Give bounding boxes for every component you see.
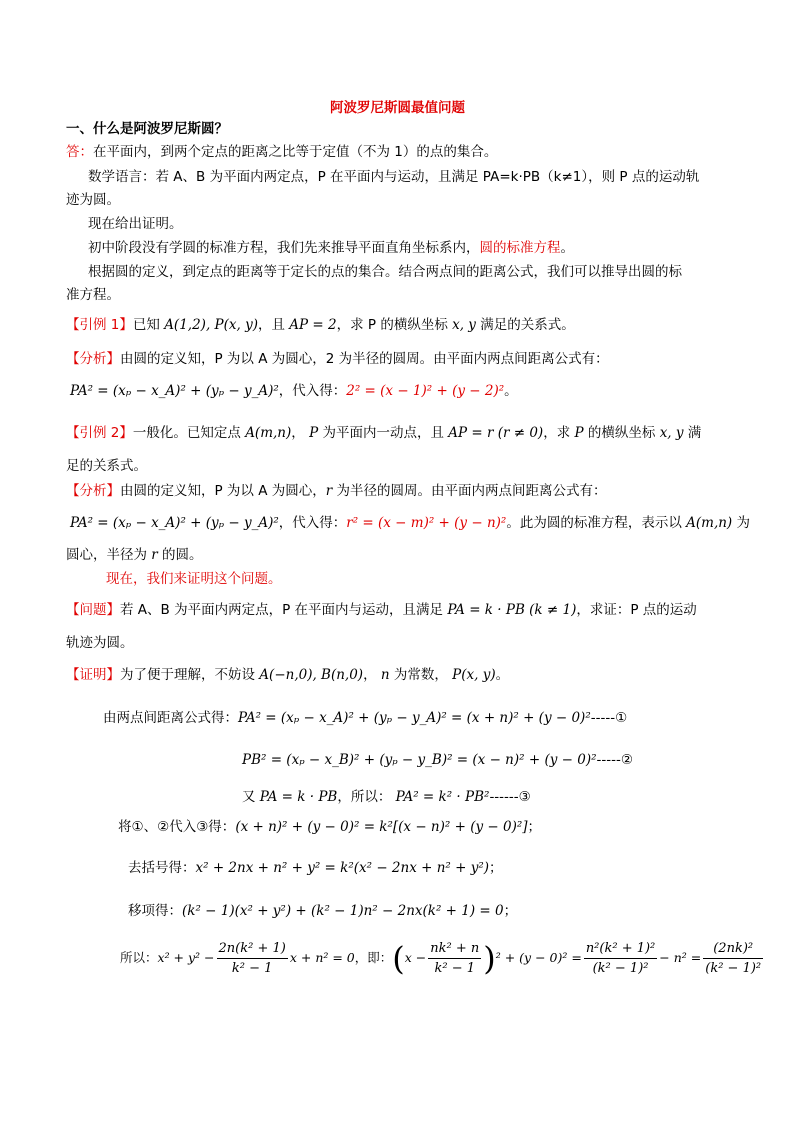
proof (66, 665, 509, 685)
section-heading: 一、什么是阿波罗尼斯圆？ (66, 121, 228, 137)
analysis-1-formula (70, 381, 518, 401)
step-3-equation: PA² = k² · PB² (395, 789, 490, 805)
step-3-math: PA = k · PB (259, 789, 338, 805)
fraction-numerator: n²(k² + 1)² (584, 939, 657, 959)
circle-intro-end: 。 (560, 240, 574, 256)
step-2 (242, 750, 633, 770)
analysis-1-equation: 2² = (x − 1)² + (y − 2)² (346, 383, 505, 399)
fraction (217, 939, 288, 978)
problem-text: ，求证：P 点的运动 (576, 602, 697, 618)
analysis-1-text: 由圆的定义知，P 为以 A 为圆心，2 为半径的圆周。由平面内两点间距离公式有： (120, 351, 609, 367)
step-4-label: 将①、②代入③得： (118, 819, 236, 835)
step-4-end: ； (527, 819, 542, 835)
fraction-numerator: nk² + n (428, 939, 481, 959)
step-5-equation: x² + 2nx + n² + y² = k²(x² − 2nx + n² + y²) (195, 860, 490, 876)
proof-text: 为了便于理解，不妨设 (120, 667, 260, 683)
circle-intro (88, 238, 574, 258)
example-2-math: A(m,n) (245, 425, 292, 441)
fraction-denominator: (k² − 1)² (592, 961, 649, 976)
analysis-2-math: A(m,n) (686, 515, 733, 531)
example-1-text: 已知 (132, 317, 165, 333)
example-2-text: 为平面内一动点，且 (318, 425, 449, 441)
analysis-2-math: r (325, 483, 333, 499)
example-2-text: 的横纵坐标 (583, 425, 660, 441)
definition-line-1: 根据圆的定义，到定点的距离等于定长的点的集合。结合两点间的距离公式，我们可以推导出圆的标 (88, 264, 682, 280)
analysis-2-math: r (151, 547, 158, 563)
step-7-math: x² + y² − (157, 950, 215, 965)
fraction (428, 939, 481, 978)
analysis-1 (66, 349, 609, 369)
analysis-2-text: 为半径的圆周。由平面内两点间距离公式有： (332, 483, 607, 499)
fraction (703, 939, 763, 978)
fraction-denominator: k² − 1 (231, 961, 273, 976)
example-1-math: x, y (452, 317, 476, 333)
example-2-text: 满 (683, 425, 702, 441)
fraction-numerator: 2n(k² + 1) (217, 939, 288, 959)
circle-intro-text: 初中阶段没有学圆的标准方程，我们先来推导平面直角坐标系内， (88, 240, 480, 256)
analysis-2-line-2 (66, 545, 203, 565)
example-1-text: 满足的关系式。 (475, 317, 575, 333)
example-2-line-2: 足的关系式。 (66, 458, 147, 474)
example-1-tag: 【引例 1】 (66, 317, 133, 333)
step-7-label: ，即： (354, 950, 393, 965)
step-6-label: 移项得： (128, 903, 182, 919)
definition-line-2: 准方程。 (66, 287, 120, 303)
fraction (584, 939, 657, 978)
step-3-label: 又 (242, 789, 260, 805)
now-prove-note: 现在，我们来证明这个问题。 (106, 571, 282, 587)
problem (66, 600, 697, 620)
example-1-math: A(1,2), P(x, y) (164, 317, 258, 333)
analysis-tag: 【分析】 (66, 483, 120, 499)
example-2-math: AP = r (r ≠ 0) (448, 425, 544, 441)
equation-marker-2: -----② (596, 752, 633, 768)
step-5-end: ； (489, 860, 503, 876)
step-7-math: ² + (y − 0)² = (495, 950, 582, 965)
problem-tag: 【问题】 (66, 602, 120, 618)
step-7 (120, 938, 765, 978)
step-4 (118, 817, 541, 837)
substitute-label: ，代入得： (278, 515, 347, 531)
example-2-text: 一般化。已知定点 (132, 425, 246, 441)
right-paren: ) (483, 939, 496, 978)
step-1-equation: PA² = (xₚ − x_A)² + (yₚ − y_A)² = (x + n)² + (y − 0)² (238, 710, 591, 726)
example-2-math: P (574, 425, 584, 441)
problem-math: PA = k · PB (k ≠ 1) (447, 602, 577, 618)
equation-marker-1: -----① (590, 710, 628, 726)
step-1-label: 由两点间距离公式得： (103, 710, 238, 726)
fraction-denominator: k² − 1 (434, 961, 476, 976)
example-2-tag: 【引例 2】 (66, 425, 133, 441)
step-5-label: 去括号得： (128, 860, 196, 876)
step-3 (242, 787, 531, 807)
equation-marker-3: ------③ (489, 789, 531, 805)
analysis-2-text: 由圆的定义知，P 为以 A 为圆心， (120, 483, 326, 499)
step-2-equation: PB² = (xₚ − x_B)² + (yₚ − y_B)² = (x − n)² + (y − 0)² (242, 752, 597, 768)
circle-intro-highlight: 圆的标准方程 (479, 240, 561, 256)
step-6-equation: (k² − 1)(x² + y²) + (k² − 1)n² − 2nx(k² + 1) = 0 (182, 903, 504, 919)
analysis-2-equation: r² = (x − m)² + (y − n)² (346, 515, 507, 531)
answer-label: 答： (66, 144, 93, 160)
page-title: 阿波罗尼斯圆最值问题 (330, 100, 465, 116)
proof-text: ， (363, 667, 381, 683)
proof-math: A(−n,0), B(n,0) (259, 667, 364, 683)
analysis-2-text: 的圆。 (157, 547, 203, 563)
step-6 (128, 901, 517, 921)
proof-tag: 【证明】 (66, 667, 120, 683)
example-1 (66, 315, 575, 335)
substitute-label: ，代入得： (278, 383, 347, 399)
analysis-2-text: 圆心，半径为 (66, 547, 152, 563)
step-7-math: x + n² = 0 (289, 950, 355, 965)
math-language-line-1: 数学语言：若 A、B 为平面内两定点，P 在平面内与运动，且满足 PA=k·PB（k≠1），则 P 点的运动轨 (88, 169, 700, 185)
left-paren: ( (392, 939, 405, 978)
proof-math: P(x, y) (452, 667, 496, 683)
step-1 (103, 708, 627, 728)
problem-text: 若 A、B 为平面内两定点，P 在平面内与运动，且满足 (120, 602, 448, 618)
proof-math: n (380, 667, 390, 683)
example-1-math: AP = 2 (289, 317, 337, 333)
example-1-text: ，求 P 的横纵坐标 (336, 317, 453, 333)
analysis-2-text: 为 (732, 515, 750, 531)
distance-formula: PA² = (xₚ − x_A)² + (yₚ − y_A)² (70, 383, 279, 399)
distance-formula: PA² = (xₚ − x_A)² + (yₚ − y_A)² (70, 515, 279, 531)
step-7-label: 所以： (120, 950, 158, 965)
fraction-numerator: (2nk)² (703, 939, 763, 959)
analysis-1-end: 。 (504, 383, 518, 399)
proof-text: 为常数， (389, 667, 453, 683)
step-4-equation: (x + n)² + (y − 0)² = k²[(x − n)² + (y − 0)²] (235, 819, 528, 835)
proof-text: 。 (495, 667, 510, 683)
answer-line (66, 142, 497, 162)
analysis-2 (66, 481, 607, 501)
problem-line-2: 轨迹为圆。 (66, 635, 134, 651)
step-5 (128, 858, 503, 878)
proof-intro: 现在给出证明。 (88, 216, 183, 232)
analysis-2-formula (70, 513, 750, 533)
example-2 (66, 423, 701, 443)
answer-text: 在平面内，到两个定点的距离之比等于定值（不为 1）的点的集合。 (93, 144, 498, 160)
example-2-text: ， (291, 425, 310, 441)
step-7-math: x − (404, 950, 427, 965)
analysis-2-text: 。此为圆的标准方程，表示以 (506, 515, 687, 531)
example-2-math: P (309, 425, 319, 441)
analysis-tag: 【分析】 (66, 351, 120, 367)
example-1-text: ，且 (257, 317, 290, 333)
step-7-math: − n² = (659, 950, 702, 965)
example-2-text: ，求 (543, 425, 575, 441)
step-3-label: ，所以： (337, 789, 396, 805)
math-language-line-2: 迹为圆。 (66, 192, 120, 208)
fraction-denominator: (k² − 1)² (705, 961, 762, 976)
example-2-math: x, y (659, 425, 684, 441)
step-6-end: ； (503, 903, 518, 919)
